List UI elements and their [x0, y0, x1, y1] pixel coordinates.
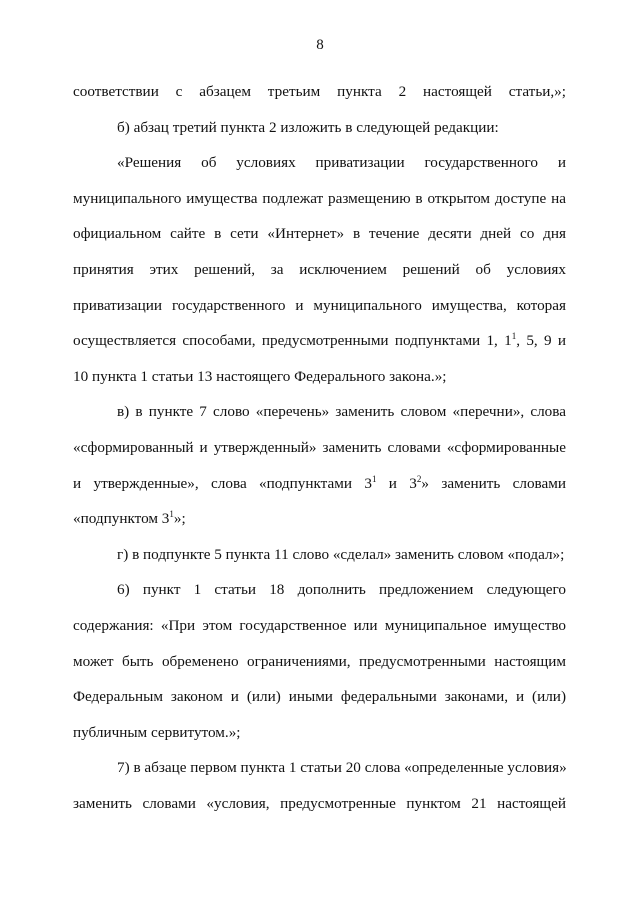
text-line — [73, 466, 566, 502]
text-segment: и 3 — [376, 474, 417, 492]
document-body — [73, 74, 566, 821]
text-line — [73, 323, 566, 359]
text-line: муниципального имущества подлежат размещению в открытом доступе на — [73, 189, 566, 207]
text-line: принятия этих решений, за исключением решений об условиях — [73, 260, 566, 278]
text-segment: , 5, 9 и — [516, 332, 566, 350]
text-line: приватизации государственного и муниципального имущества, которая — [73, 296, 566, 314]
text-line: «сформированный и утвержденный» заменить словами «сформированные — [73, 438, 566, 456]
superscript: 1 — [169, 509, 174, 520]
text-segment: «подпунктом 3 — [73, 510, 170, 528]
text-line: Федеральным законом и (или) иными федеральными законами, и (или) — [73, 688, 566, 706]
text-line: б) абзац третий пункта 2 изложить в следующей редакции: — [117, 118, 499, 136]
text-segment: » заменить словами — [421, 474, 566, 492]
text-segment: и утвержденные», слова «подпунктами 3 — [73, 474, 372, 492]
text-line: 10 пункта 1 статьи 13 настоящего Федерального закона.»; — [73, 367, 447, 385]
text-line: г) в подпункте 5 пункта 11 слово «сделал» заменить словом «подал»; — [117, 545, 565, 563]
text-line: может быть обременено ограничениями, предусмотренными настоящим — [73, 652, 566, 670]
text-line: заменить словами «условия, предусмотренные пунктом 21 настоящей — [73, 794, 566, 812]
superscript: 1 — [511, 331, 517, 342]
text-line: «Решения об условиях приватизации государственного и — [117, 154, 566, 172]
text-line: публичным сервитутом.»; — [73, 723, 241, 741]
text-line: 7) в абзаце первом пункта 1 статьи 20 слова «определенные условия» — [117, 759, 567, 777]
text-line: в) в пункте 7 слово «перечень» заменить словом «перечни», слова — [117, 403, 566, 421]
text-line: 6) пункт 1 статьи 18 дополнить предложением следующего — [117, 581, 566, 599]
text-line — [73, 501, 566, 537]
text-line: официальном сайте в сети «Интернет» в течение десяти дней со дня — [73, 225, 566, 243]
text-segment: »; — [173, 510, 186, 528]
text-segment: осуществляется способами, предусмотренными подпунктами 1, 1 — [73, 332, 512, 350]
superscript: 1 — [371, 473, 377, 484]
superscript: 2 — [416, 473, 422, 484]
page-number: 8 — [316, 37, 324, 53]
text-line: содержания: «При этом государственное или муниципальное имущество — [73, 616, 566, 634]
text-line: соответствии с абзацем третьим пункта 2 настоящей статьи,»; — [73, 83, 566, 100]
